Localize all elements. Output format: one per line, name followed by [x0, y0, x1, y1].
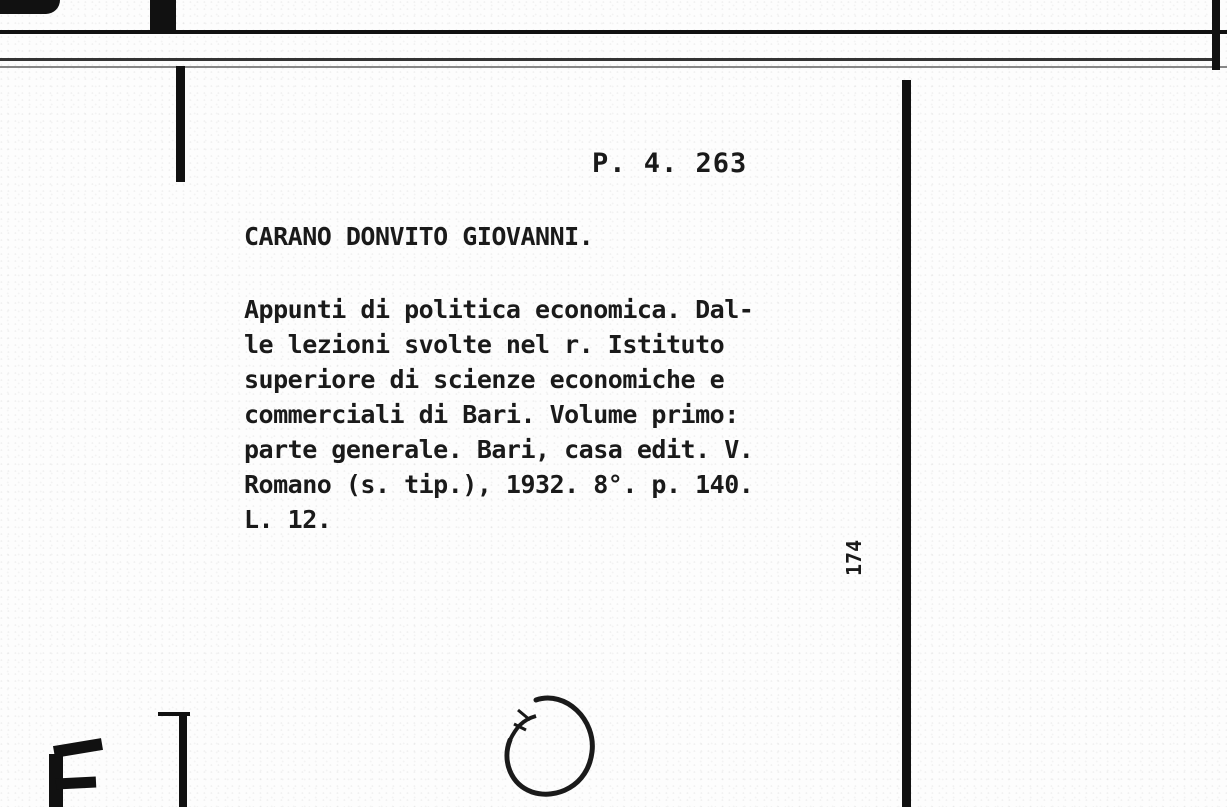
author-heading: CARANO DONVITO GIOVANNI.: [244, 222, 594, 251]
left-margin-line: [176, 66, 185, 182]
top-border-line: [0, 30, 1227, 34]
entry-line: L. 12.: [244, 505, 332, 534]
corner-blot: [0, 0, 60, 14]
margin-letter-mark-icon: [48, 738, 108, 807]
entry-line: superiore di scienze economiche e: [244, 365, 725, 394]
far-right-edge: [1212, 0, 1220, 70]
left-margin-line-lower: [179, 712, 187, 807]
entry-line: le lezioni svolte nel r. Istituto: [244, 330, 725, 359]
punch-hole-icon: [496, 690, 600, 802]
entry-line: commerciali di Bari. Volume primo:: [244, 400, 739, 429]
entry-line: Romano (s. tip.), 1932. 8°. p. 140.: [244, 470, 754, 499]
bibliographic-entry: [244, 292, 904, 537]
entry-line: parte generale. Bari, casa edit. V.: [244, 435, 754, 464]
left-margin-tick: [158, 712, 190, 716]
corner-bar: [150, 0, 176, 34]
entry-line: Appunti di politica economica. Dal-: [244, 295, 754, 324]
side-number: 174: [842, 539, 866, 577]
call-number: P. 4. 263: [592, 148, 748, 179]
top-border-line-2: [0, 58, 1215, 61]
